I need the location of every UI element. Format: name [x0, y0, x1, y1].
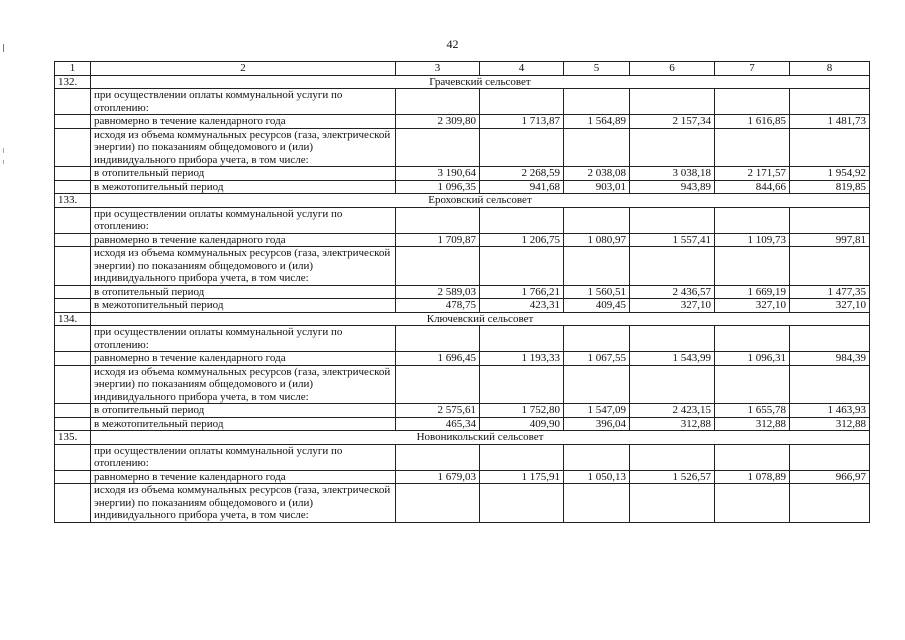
section-title: Ероховский сельсовет — [91, 194, 870, 208]
row-label: в отопительный период — [91, 404, 396, 418]
value-cell — [715, 89, 790, 115]
value-cell: 465,34 — [396, 417, 480, 431]
value-cell — [480, 444, 564, 470]
value-cell — [396, 247, 480, 286]
value-cell: 2 436,57 — [630, 285, 715, 299]
value-cell: 2 575,61 — [396, 404, 480, 418]
section-title: Грачевский сельсовет — [91, 75, 870, 89]
value-cell: 1 175,91 — [480, 470, 564, 484]
row-number-cell — [55, 128, 91, 167]
value-cell: 1 078,89 — [715, 470, 790, 484]
value-cell: 966,97 — [790, 470, 870, 484]
value-cell: 1 206,75 — [480, 233, 564, 247]
value-cell — [630, 128, 715, 167]
value-cell: 3 190,64 — [396, 167, 480, 181]
row-label: в межотопительный период — [91, 299, 396, 313]
value-cell: 312,88 — [715, 417, 790, 431]
row-label: в отопительный период — [91, 285, 396, 299]
section-row — [55, 312, 870, 326]
value-cell: 1 193,33 — [480, 352, 564, 366]
section-number: 133. — [55, 194, 91, 208]
tariff-table — [54, 61, 870, 523]
value-cell — [715, 207, 790, 233]
value-cell — [564, 484, 630, 523]
row-number-cell — [55, 404, 91, 418]
table-row — [55, 207, 870, 233]
value-cell: 1 616,85 — [715, 115, 790, 129]
value-cell: 478,75 — [396, 299, 480, 313]
value-cell: 1 557,41 — [630, 233, 715, 247]
value-cell — [396, 365, 480, 404]
value-cell: 327,10 — [715, 299, 790, 313]
value-cell: 903,01 — [564, 180, 630, 194]
row-label: при осуществлении оплаты коммунальной услуги по отоплению: — [91, 89, 396, 115]
scan-margin-mark — [3, 160, 4, 164]
value-cell — [564, 444, 630, 470]
row-label: при осуществлении оплаты коммунальной услуги по отоплению: — [91, 326, 396, 352]
column-header: 8 — [790, 62, 870, 76]
row-number-cell — [55, 115, 91, 129]
value-cell — [715, 444, 790, 470]
row-label: исходя из объема коммунальных ресурсов (газа, электрической энергии) по показаниям общедомового и (или) индивидуального прибора учета, в том числе: — [91, 128, 396, 167]
row-label: равномерно в течение календарного года — [91, 115, 396, 129]
section-number: 134. — [55, 312, 91, 326]
value-cell: 1 713,87 — [480, 115, 564, 129]
value-cell: 997,81 — [790, 233, 870, 247]
value-cell — [480, 207, 564, 233]
value-cell: 1 547,09 — [564, 404, 630, 418]
value-cell — [564, 89, 630, 115]
value-cell: 1 752,80 — [480, 404, 564, 418]
value-cell — [790, 484, 870, 523]
value-cell — [480, 128, 564, 167]
row-number-cell — [55, 233, 91, 247]
table-row — [55, 417, 870, 431]
column-header: 5 — [564, 62, 630, 76]
value-cell: 1 543,99 — [630, 352, 715, 366]
value-cell: 1 954,92 — [790, 167, 870, 181]
value-cell — [630, 484, 715, 523]
value-cell: 1 526,57 — [630, 470, 715, 484]
row-label: исходя из объема коммунальных ресурсов (газа, электрической энергии) по показаниям общедомового и (или) индивидуального прибора учета, в том числе: — [91, 484, 396, 523]
value-cell — [715, 326, 790, 352]
value-cell: 327,10 — [790, 299, 870, 313]
value-cell — [564, 207, 630, 233]
value-cell: 1 109,73 — [715, 233, 790, 247]
value-cell: 2 171,57 — [715, 167, 790, 181]
value-cell: 943,89 — [630, 180, 715, 194]
value-cell — [480, 484, 564, 523]
value-cell: 819,85 — [790, 180, 870, 194]
value-cell: 984,39 — [790, 352, 870, 366]
value-cell: 2 038,08 — [564, 167, 630, 181]
value-cell — [790, 326, 870, 352]
value-cell — [715, 365, 790, 404]
value-cell: 1 463,93 — [790, 404, 870, 418]
value-cell: 312,88 — [790, 417, 870, 431]
row-label: в межотопительный период — [91, 180, 396, 194]
value-cell: 2 309,80 — [396, 115, 480, 129]
row-number-cell — [55, 207, 91, 233]
column-header: 3 — [396, 62, 480, 76]
column-header-row — [55, 62, 870, 76]
table-row — [55, 352, 870, 366]
value-cell — [790, 128, 870, 167]
value-cell — [396, 444, 480, 470]
table-row — [55, 167, 870, 181]
section-row — [55, 75, 870, 89]
value-cell — [480, 365, 564, 404]
row-number-cell — [55, 365, 91, 404]
row-label: исходя из объема коммунальных ресурсов (газа, электрической энергии) по показаниям общедомового и (или) индивидуального прибора учета, в том числе: — [91, 247, 396, 286]
scan-margin-mark — [3, 148, 4, 153]
table-row — [55, 326, 870, 352]
table-row — [55, 247, 870, 286]
value-cell — [790, 89, 870, 115]
value-cell — [630, 207, 715, 233]
value-cell — [630, 444, 715, 470]
row-number-cell — [55, 180, 91, 194]
row-number-cell — [55, 352, 91, 366]
column-header: 2 — [91, 62, 396, 76]
value-cell: 1 696,45 — [396, 352, 480, 366]
table-row — [55, 299, 870, 313]
value-cell: 1 669,19 — [715, 285, 790, 299]
row-label: при осуществлении оплаты коммунальной услуги по отоплению: — [91, 444, 396, 470]
column-header: 1 — [55, 62, 91, 76]
value-cell — [396, 207, 480, 233]
value-cell: 1 481,73 — [790, 115, 870, 129]
table-row — [55, 444, 870, 470]
row-number-cell — [55, 247, 91, 286]
row-label: равномерно в течение календарного года — [91, 233, 396, 247]
value-cell — [564, 128, 630, 167]
section-number: 132. — [55, 75, 91, 89]
row-number-cell — [55, 470, 91, 484]
table-row — [55, 470, 870, 484]
value-cell: 312,88 — [630, 417, 715, 431]
value-cell — [715, 484, 790, 523]
table-row — [55, 115, 870, 129]
value-cell: 941,68 — [480, 180, 564, 194]
value-cell: 1 050,13 — [564, 470, 630, 484]
value-cell: 1 709,87 — [396, 233, 480, 247]
value-cell: 423,31 — [480, 299, 564, 313]
row-number-cell — [55, 167, 91, 181]
scan-margin-mark — [3, 44, 4, 52]
value-cell — [630, 247, 715, 286]
table-row — [55, 89, 870, 115]
section-number: 135. — [55, 431, 91, 445]
value-cell — [564, 247, 630, 286]
table-row — [55, 285, 870, 299]
row-label: равномерно в течение календарного года — [91, 352, 396, 366]
row-label: равномерно в течение календарного года — [91, 470, 396, 484]
value-cell: 2 589,03 — [396, 285, 480, 299]
value-cell — [790, 365, 870, 404]
value-cell: 3 038,18 — [630, 167, 715, 181]
value-cell — [790, 444, 870, 470]
section-row — [55, 194, 870, 208]
value-cell — [396, 128, 480, 167]
value-cell: 409,45 — [564, 299, 630, 313]
value-cell — [630, 365, 715, 404]
table-row — [55, 365, 870, 404]
value-cell: 1 560,51 — [564, 285, 630, 299]
value-cell — [396, 89, 480, 115]
value-cell — [564, 365, 630, 404]
value-cell — [396, 484, 480, 523]
value-cell: 2 423,15 — [630, 404, 715, 418]
row-number-cell — [55, 417, 91, 431]
value-cell: 409,90 — [480, 417, 564, 431]
table-row — [55, 180, 870, 194]
section-row — [55, 431, 870, 445]
row-number-cell — [55, 484, 91, 523]
value-cell: 396,04 — [564, 417, 630, 431]
value-cell — [715, 128, 790, 167]
table-row — [55, 128, 870, 167]
table-row — [55, 233, 870, 247]
value-cell: 1 096,35 — [396, 180, 480, 194]
value-cell — [480, 247, 564, 286]
value-cell: 327,10 — [630, 299, 715, 313]
row-number-cell — [55, 89, 91, 115]
section-title: Новоникольский сельсовет — [91, 431, 870, 445]
value-cell: 1 766,21 — [480, 285, 564, 299]
value-cell: 1 096,31 — [715, 352, 790, 366]
value-cell — [715, 247, 790, 286]
value-cell: 1 477,35 — [790, 285, 870, 299]
row-number-cell — [55, 285, 91, 299]
column-header: 7 — [715, 62, 790, 76]
row-label: при осуществлении оплаты коммунальной услуги по отоплению: — [91, 207, 396, 233]
row-label: в отопительный период — [91, 167, 396, 181]
row-label: в межотопительный период — [91, 417, 396, 431]
value-cell: 2 157,34 — [630, 115, 715, 129]
value-cell: 2 268,59 — [480, 167, 564, 181]
table-row — [55, 484, 870, 523]
row-number-cell — [55, 326, 91, 352]
value-cell: 1 655,78 — [715, 404, 790, 418]
value-cell — [480, 326, 564, 352]
row-number-cell — [55, 444, 91, 470]
value-cell — [480, 89, 564, 115]
value-cell: 844,66 — [715, 180, 790, 194]
table-row — [55, 404, 870, 418]
value-cell: 1 679,03 — [396, 470, 480, 484]
page-number: 42 — [446, 37, 459, 51]
value-cell — [790, 207, 870, 233]
value-cell: 1 080,97 — [564, 233, 630, 247]
value-cell — [396, 326, 480, 352]
value-cell — [630, 326, 715, 352]
value-cell — [790, 247, 870, 286]
value-cell: 1 564,89 — [564, 115, 630, 129]
row-number-cell — [55, 299, 91, 313]
column-header: 6 — [630, 62, 715, 76]
row-label: исходя из объема коммунальных ресурсов (газа, электрической энергии) по показаниям общедомового и (или) индивидуального прибора учета, в том числе: — [91, 365, 396, 404]
section-title: Ключевский сельсовет — [91, 312, 870, 326]
value-cell — [564, 326, 630, 352]
column-header: 4 — [480, 62, 564, 76]
value-cell — [630, 89, 715, 115]
value-cell: 1 067,55 — [564, 352, 630, 366]
